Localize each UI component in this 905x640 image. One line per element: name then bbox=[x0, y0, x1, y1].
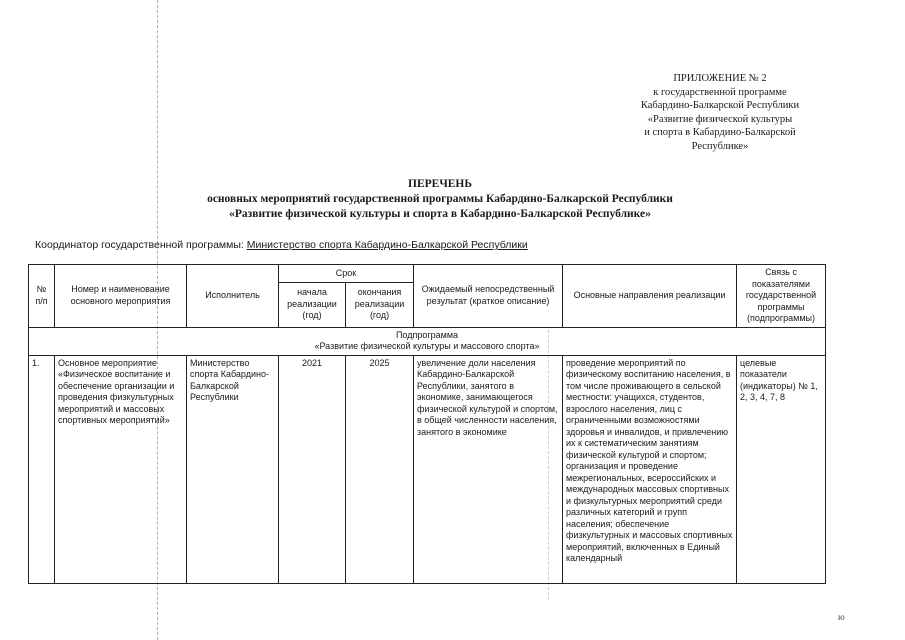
subprogram-name: «Развитие физической культуры и массового спорта» bbox=[314, 341, 540, 351]
header-term: Срок bbox=[279, 265, 414, 283]
header-executor: Исполнитель bbox=[187, 265, 279, 328]
cell-result: увеличение доли населения Кабардино-Балкарской Республики, занятого в экономике, занимающегося физической культурой и спортом, в общей численности населения, занятого в экономике bbox=[414, 355, 563, 583]
cell-name: Основное мероприятие «Физическое воспитание и обеспечение организации и проведения физкультурных мероприятий и массовых спортивных мероприятий» bbox=[55, 355, 187, 583]
title-line-2: основных мероприятий государственной программы Кабардино-Балкарской Республики bbox=[207, 193, 673, 205]
cell-directions: проведение мероприятий по физическому воспитанию населения, в том числе проживающего в сельской местности: учащихся, студентов, взрослого населения, лиц с ограниченными возможностями здоровья и инвалидов, и привлечению их к систематическим занятиям физической культурой и спортом; организация и проведение межрегиональных, всероссийских и международных массовых спортивных и физкультурных мероприятий среди различных категорий и групп населения; обеспечение физкультурных и массовых спортивных мероприятий, включенных в Единый календарный bbox=[563, 355, 737, 583]
appendix-line: и спорта в Кабардино-Балкарской bbox=[644, 127, 796, 138]
header-num: № п/п bbox=[29, 265, 55, 328]
activities-table bbox=[28, 264, 826, 584]
appendix-line: «Развитие физической культуры bbox=[647, 113, 793, 125]
cell-start: 2021 bbox=[279, 355, 346, 583]
header-link: Связь с показателями государственной программы (подпрограммы) bbox=[737, 265, 826, 328]
cell-num: 1. bbox=[29, 355, 55, 583]
document-title bbox=[130, 177, 750, 222]
subprogram-label: Подпрограмма bbox=[395, 329, 459, 340]
subprogram-cell bbox=[29, 327, 826, 355]
subprogram-row bbox=[29, 327, 826, 355]
appendix-line: к государственной программе bbox=[653, 86, 787, 98]
table-row bbox=[29, 355, 826, 583]
header-directions: Основные направления реализации bbox=[563, 265, 737, 328]
appendix-line: Республике» bbox=[691, 140, 749, 152]
coordinator-value: Министерство спорта Кабардино-Балкарской Республики bbox=[246, 239, 528, 251]
header-start: начала реализации (год) bbox=[279, 282, 346, 327]
appendix-header bbox=[590, 72, 850, 153]
header-name: Номер и наименование основного мероприятия bbox=[55, 265, 187, 328]
coordinator-line bbox=[35, 239, 735, 251]
appendix-line: ПРИЛОЖЕНИЕ № 2 bbox=[673, 73, 767, 84]
table-header-row bbox=[29, 265, 826, 283]
cell-link: целевые показатели (индикаторы) № 1, 2, 3, 4, 7, 8 bbox=[737, 355, 826, 583]
corner-mark: ю bbox=[838, 612, 845, 622]
title-line-1: ПЕРЕЧЕНЬ bbox=[408, 178, 472, 190]
title-line-3: «Развитие физической культуры и спорта в Кабардино-Балкарской Республике» bbox=[229, 208, 651, 220]
header-end: окончания реализации (год) bbox=[346, 282, 414, 327]
cell-executor: Министерство спорта Кабардино-Балкарской Республики bbox=[187, 355, 279, 583]
header-result: Ожидаемый непосредственный результат (краткое описание) bbox=[414, 265, 563, 328]
appendix-line: Кабардино-Балкарской Республики bbox=[640, 100, 800, 111]
cell-end: 2025 bbox=[346, 355, 414, 583]
coordinator-label: Координатор государственной программы: bbox=[35, 239, 244, 251]
